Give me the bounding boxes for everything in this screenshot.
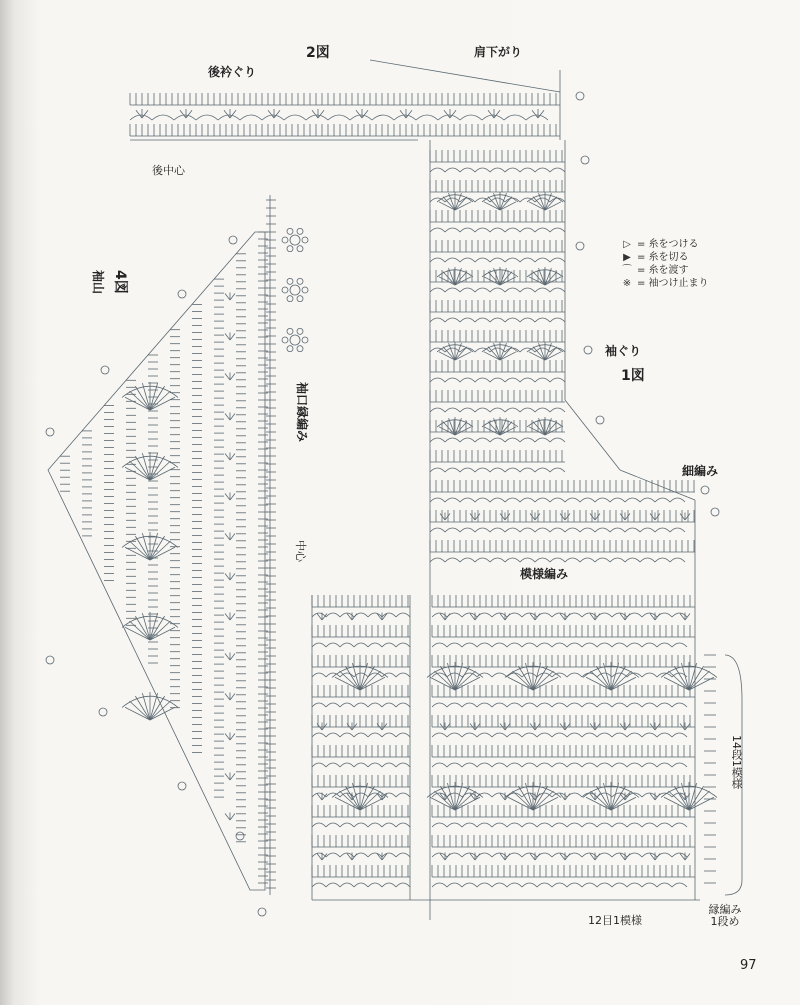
fig2-title: 2図 — [306, 45, 330, 61]
cluster — [680, 514, 685, 521]
cluster — [225, 294, 230, 301]
cluster — [225, 414, 230, 421]
back-neckline-label: 後衿ぐり — [208, 65, 257, 79]
picot — [302, 337, 308, 343]
edging-row-label: 縁編み1段め — [708, 903, 742, 929]
cluster — [565, 614, 570, 621]
fan-stitch — [500, 347, 512, 360]
fan-stitch — [455, 197, 467, 210]
row-number-marker — [581, 156, 589, 164]
fan-stitch — [455, 422, 467, 435]
cluster — [225, 334, 230, 341]
picot — [287, 278, 293, 284]
fan-stitch — [533, 422, 545, 435]
legend-row — [620, 277, 709, 290]
row-number-marker — [178, 290, 186, 298]
row-number-marker — [596, 416, 604, 424]
chain-arc-row — [432, 643, 687, 647]
cluster — [650, 514, 655, 521]
legend-text: = 糸を渡す — [637, 265, 689, 276]
row-number-marker — [584, 346, 592, 354]
cluster — [225, 534, 230, 541]
row-number-marker — [236, 832, 244, 840]
cluster — [312, 110, 318, 118]
cluster — [655, 854, 660, 861]
cluster — [317, 854, 322, 861]
picot — [297, 346, 303, 352]
rows-per-repeat-label: 14段1模様 — [730, 735, 744, 789]
cluster — [230, 494, 235, 501]
center-label: 中心 — [294, 540, 307, 562]
cluster — [530, 514, 535, 521]
chain-arc-row — [430, 558, 685, 562]
fan-stitch — [455, 347, 467, 360]
chain-arc-row — [432, 823, 687, 827]
cluster — [565, 854, 570, 861]
chain-arc-row — [430, 438, 565, 442]
row-number-marker — [99, 708, 107, 716]
row-number-marker — [178, 782, 186, 790]
fan-stitch — [545, 347, 557, 360]
cluster — [595, 854, 600, 861]
row-number-marker — [701, 486, 709, 494]
cluster — [440, 514, 445, 521]
sleeve-cap-label: 袖山 — [91, 270, 105, 295]
cluster — [230, 414, 235, 421]
cluster — [565, 514, 570, 521]
cluster — [225, 494, 230, 501]
cluster — [535, 514, 540, 521]
fan-stitch — [443, 272, 455, 285]
cluster — [230, 454, 235, 461]
legend-text: = 糸を切る — [637, 252, 689, 263]
legend-text: = 袖つけ止まり — [637, 278, 709, 289]
cluster — [620, 514, 625, 521]
cluster — [445, 514, 450, 521]
chain-arc-row — [312, 643, 410, 647]
chain-arc-row — [312, 883, 410, 887]
armhole-label: 袖ぐり — [605, 344, 642, 358]
cluster — [655, 794, 660, 801]
cluster — [225, 694, 230, 701]
cluster — [230, 534, 235, 541]
fan-stitch — [455, 272, 467, 285]
cluster — [475, 614, 480, 621]
fan-stitch — [545, 272, 557, 285]
cluster — [225, 614, 230, 621]
chain-arc-row — [312, 703, 410, 707]
cluster — [225, 574, 230, 581]
cluster — [590, 514, 595, 521]
chain-arc-row — [430, 378, 565, 382]
cluster — [230, 334, 235, 341]
cluster — [444, 110, 450, 118]
picot — [302, 237, 308, 243]
stitches-per-repeat-label: 12目1模様 — [588, 914, 642, 927]
sleeve-chart — [48, 232, 268, 890]
fig1-title: 1図 — [621, 368, 645, 384]
chain-arc-row — [430, 258, 565, 262]
cluster — [225, 814, 230, 821]
cluster — [136, 110, 142, 118]
cluster — [352, 614, 357, 621]
row-number-marker — [46, 656, 54, 664]
cluster — [445, 614, 450, 621]
chain-arc-row — [430, 408, 565, 412]
cluster — [225, 454, 230, 461]
chain-arc-row — [130, 115, 548, 120]
picot — [297, 278, 303, 284]
cluster — [268, 110, 274, 118]
cluster — [500, 514, 505, 521]
cluster — [225, 654, 230, 661]
cluster — [560, 514, 565, 521]
cluster — [180, 110, 186, 118]
picot-center — [290, 285, 300, 295]
chain-arc-row — [312, 733, 410, 737]
cluster — [445, 854, 450, 861]
picot — [297, 296, 303, 302]
row-number-marker — [711, 508, 719, 516]
picot — [282, 287, 288, 293]
picot — [282, 337, 288, 343]
symbol-legend — [620, 238, 709, 290]
chain-arc-row — [312, 763, 410, 767]
legend-join-icon: ▷ — [623, 239, 631, 250]
picot-center — [290, 235, 300, 245]
cuff-edging-label: 袖口縁編み — [295, 382, 309, 443]
picot — [287, 346, 293, 352]
cluster — [224, 110, 230, 118]
cluster — [625, 514, 630, 521]
shoulder-slope-label: 肩下がり — [474, 45, 523, 59]
center-back-label: 後中心 — [152, 164, 185, 177]
row-number-marker — [46, 428, 54, 436]
chain-arc-row — [312, 673, 410, 677]
cluster — [488, 110, 494, 118]
cluster — [317, 614, 322, 621]
cluster — [470, 514, 475, 521]
cluster — [595, 514, 600, 521]
cluster — [655, 614, 660, 621]
fan-stitch — [545, 197, 557, 210]
back-neck-chart — [130, 60, 560, 140]
pattern-stitch-label: 模様編み — [520, 567, 569, 581]
cluster — [625, 854, 630, 861]
picot — [282, 237, 288, 243]
legend-carry-icon: ⌒ — [622, 265, 632, 276]
picot — [287, 246, 293, 252]
chain-arc-row — [432, 733, 687, 737]
cluster — [535, 614, 540, 621]
row-number-marker — [229, 236, 237, 244]
single-crochet-label: 細編み — [682, 464, 719, 478]
shoulder-slope-line — [370, 60, 560, 92]
armhole-curve — [565, 400, 620, 470]
chain-arc-row — [432, 703, 687, 707]
sleeve-outline — [48, 232, 265, 890]
cluster — [532, 110, 538, 118]
picot — [302, 287, 308, 293]
cluster — [595, 614, 600, 621]
cluster — [685, 514, 690, 521]
cluster — [317, 794, 322, 801]
cluster — [625, 614, 630, 621]
cluster — [225, 374, 230, 381]
cluster — [505, 514, 510, 521]
picot — [287, 228, 293, 234]
row-number-marker — [576, 242, 584, 250]
chain-arc-row — [430, 498, 685, 502]
legend-text: = 糸をつける — [637, 239, 699, 250]
fan-stitch — [533, 272, 545, 285]
cluster — [475, 794, 480, 801]
cluster — [352, 854, 357, 861]
page-number: 97 — [740, 958, 757, 973]
cluster — [225, 734, 230, 741]
cluster — [230, 294, 235, 301]
chain-arc-row — [430, 318, 565, 322]
cluster — [225, 774, 230, 781]
chain-arc-row — [430, 528, 685, 532]
picot-center — [290, 335, 300, 345]
cluster — [230, 374, 235, 381]
cluster — [475, 514, 480, 521]
cluster — [685, 854, 690, 861]
fan-stitch — [545, 422, 557, 435]
fig4-title: 4図 — [112, 270, 128, 294]
legend-row — [620, 264, 709, 277]
row-number-marker — [576, 92, 584, 100]
legend-cut-icon: ▶ — [623, 252, 631, 263]
picot — [287, 328, 293, 334]
cluster — [505, 854, 510, 861]
cluster — [535, 854, 540, 861]
fan-stitch — [443, 422, 455, 435]
cluster — [655, 514, 660, 521]
chain-arc-row — [430, 288, 565, 292]
cluster — [356, 110, 362, 118]
picot — [287, 296, 293, 302]
row-number-marker — [101, 366, 109, 374]
chain-arc-row — [430, 168, 565, 172]
chain-arc-row — [312, 823, 410, 827]
chain-arc-row — [432, 883, 687, 887]
cluster — [565, 794, 570, 801]
legend-row — [620, 238, 709, 251]
row-number-marker — [258, 908, 266, 916]
picot — [297, 328, 303, 334]
cluster — [230, 694, 235, 701]
cluster — [400, 110, 406, 118]
chain-arc-row — [430, 468, 565, 472]
cluster — [230, 814, 235, 821]
cluster — [230, 654, 235, 661]
legend-row — [620, 251, 709, 264]
cluster — [685, 614, 690, 621]
picot — [297, 246, 303, 252]
cluster — [230, 574, 235, 581]
legend-sleeve-stop-icon: ※ — [622, 278, 632, 289]
cluster — [230, 734, 235, 741]
cluster — [475, 854, 480, 861]
cluster — [230, 614, 235, 621]
chain-arc-row — [432, 763, 687, 767]
picot — [297, 228, 303, 234]
fan-stitch — [500, 197, 512, 210]
cluster — [230, 774, 235, 781]
chain-arc-row — [430, 228, 565, 232]
cluster — [505, 614, 510, 621]
